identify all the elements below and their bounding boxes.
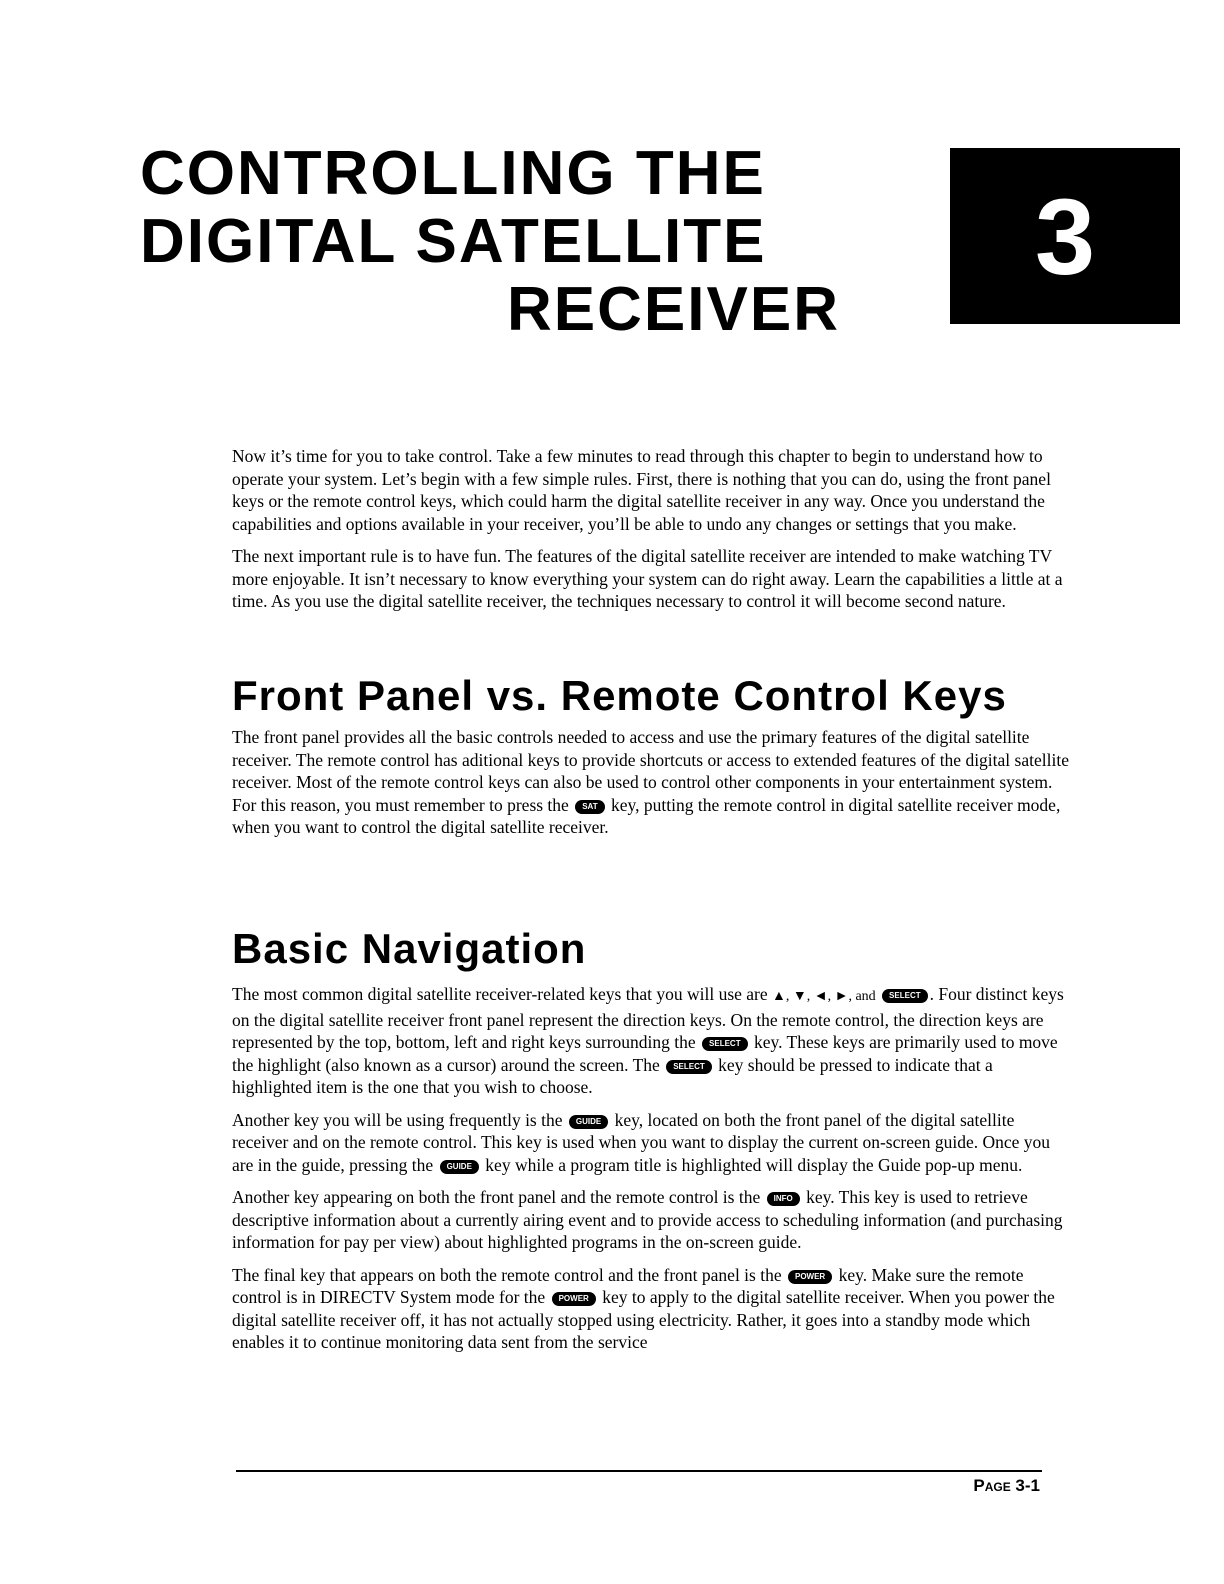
front-panel-text-b: key, putting the remote control in digital satellite receiver mode, when you want to control the digital satellite receiver.	[232, 794, 1061, 837]
nav-p2-text-b: key, located on both the front panel of the digital satellite receiver and on the remote control. This key is used when you want to display the current on-screen guide. Once you are in the guide, pressing the	[232, 1109, 1051, 1175]
front-panel-section	[232, 672, 1072, 849]
info-key-icon: INFO	[767, 1192, 800, 1206]
intro-paragraph-2: The next important rule is to have fun. The features of the digital satellite receiver are intended to make watching TV more enjoyable. It isn’t necessary to know everything your system can do right away. Learn the capabilities a little at a time. As you use the digital satellite receiver, the techniques necessary to control it will become second nature.	[232, 546, 1063, 611]
nav-p3-text-a: Another key appearing on both the front panel and the remote control is the	[232, 1187, 761, 1207]
guide-key-icon: GUIDE	[569, 1115, 608, 1129]
select-key-icon: SELECT	[702, 1037, 748, 1051]
sat-key-icon: SAT	[575, 800, 604, 814]
section-heading-basic-navigation: Basic Navigation	[232, 925, 587, 972]
chapter-number: 3	[1034, 175, 1096, 297]
navigation-paragraph-4	[232, 1264, 1072, 1354]
front-panel-text-a: The front panel provides all the basic controls needed to access and use the primary features of the digital satellite receiver. The remote control has aditional keys to provide shortcuts or access to extended features of the digital satellite receiver. Most of the remote control keys can also be used to control other components in your entertainment system. For this reason, you must remember to press the	[232, 727, 1069, 815]
footer-rule	[236, 1470, 1042, 1472]
front-panel-paragraph	[232, 726, 1072, 839]
direction-arrows-icon: ▲, ▼, ◄, ►, and	[772, 989, 876, 1004]
guide-key-icon: GUIDE	[440, 1160, 479, 1174]
chapter-title-line-3: RECEIVER	[507, 275, 840, 344]
section-heading-front-panel: Front Panel vs. Remote Control Keys	[232, 672, 1007, 719]
nav-p4-text-a: The final key that appears on both the remote control and the front panel is the	[232, 1264, 782, 1285]
basic-navigation-section	[232, 925, 1072, 1364]
power-key-icon: POWER	[552, 1292, 596, 1306]
nav-p4-text-c: key to apply to the digital satellite receiver. When you power the digital satellite receiver off, it has not actually stopped using electricity. Rather, it goes into a standby mode which enables it to continue monitoring data sent from the service	[232, 1287, 1055, 1352]
chapter-title-line-1: CONTROLLING THE	[140, 139, 766, 208]
power-key-icon: POWER	[788, 1270, 832, 1284]
nav-p3-text-b: key. This key is used to retrieve descriptive information about a currently airing event and to provide access to scheduling information (and purchasing information for pay per view) about highlighted programs in the on-screen guide.	[232, 1187, 1063, 1252]
nav-p1-text-c: key. These keys are primarily used to move the highlight (also known as a cursor) around the screen. The	[232, 1032, 1058, 1075]
intro-paragraph-1: Now it’s time for you to take control. Take a few minutes to read through this chapter to begin to understand how to operate your system. Let’s begin with a few simple rules. First, there is nothing that you can do, using the front panel keys or the remote control keys, which could harm the digital satellite receiver in any way. Once you understand the capabilities and options available in your receiver, you’ll be able to undo any changes or settings that you make.	[232, 446, 1051, 534]
nav-p2-text-a: Another key you will be using frequently is the	[232, 1109, 563, 1130]
intro-section	[232, 445, 1072, 623]
chapter-number-box	[950, 148, 1180, 324]
chapter-title-line-2: DIGITAL SATELLITE	[140, 207, 767, 276]
navigation-paragraph-3	[232, 1186, 1072, 1254]
nav-p2-text-c: key while a program title is highlighted will display the Guide pop-up menu.	[485, 1154, 1023, 1175]
select-key-icon: SELECT	[666, 1060, 712, 1074]
chapter-title	[140, 140, 840, 344]
nav-p4-text-b: key. Make sure the remote control is in DIRECTV System mode for the	[232, 1264, 1024, 1307]
navigation-paragraph-2	[232, 1109, 1072, 1177]
page-number: Page 3-1	[973, 1476, 1040, 1495]
nav-p1-text-d: key should be pressed to indicate that a highlighted item is the one that you wish to choose.	[232, 1054, 993, 1097]
nav-p1-text-a: The most common digital satellite receiver-related keys that you will use are	[232, 984, 768, 1004]
nav-p1-text-b: . Four distinct keys on the digital satellite receiver front panel represent the direction keys. On the remote control, the direction keys are represented by the top, bottom, left and right keys surrounding the	[232, 984, 1064, 1052]
navigation-paragraph-1	[232, 983, 1072, 1099]
select-key-icon: SELECT	[882, 989, 928, 1003]
